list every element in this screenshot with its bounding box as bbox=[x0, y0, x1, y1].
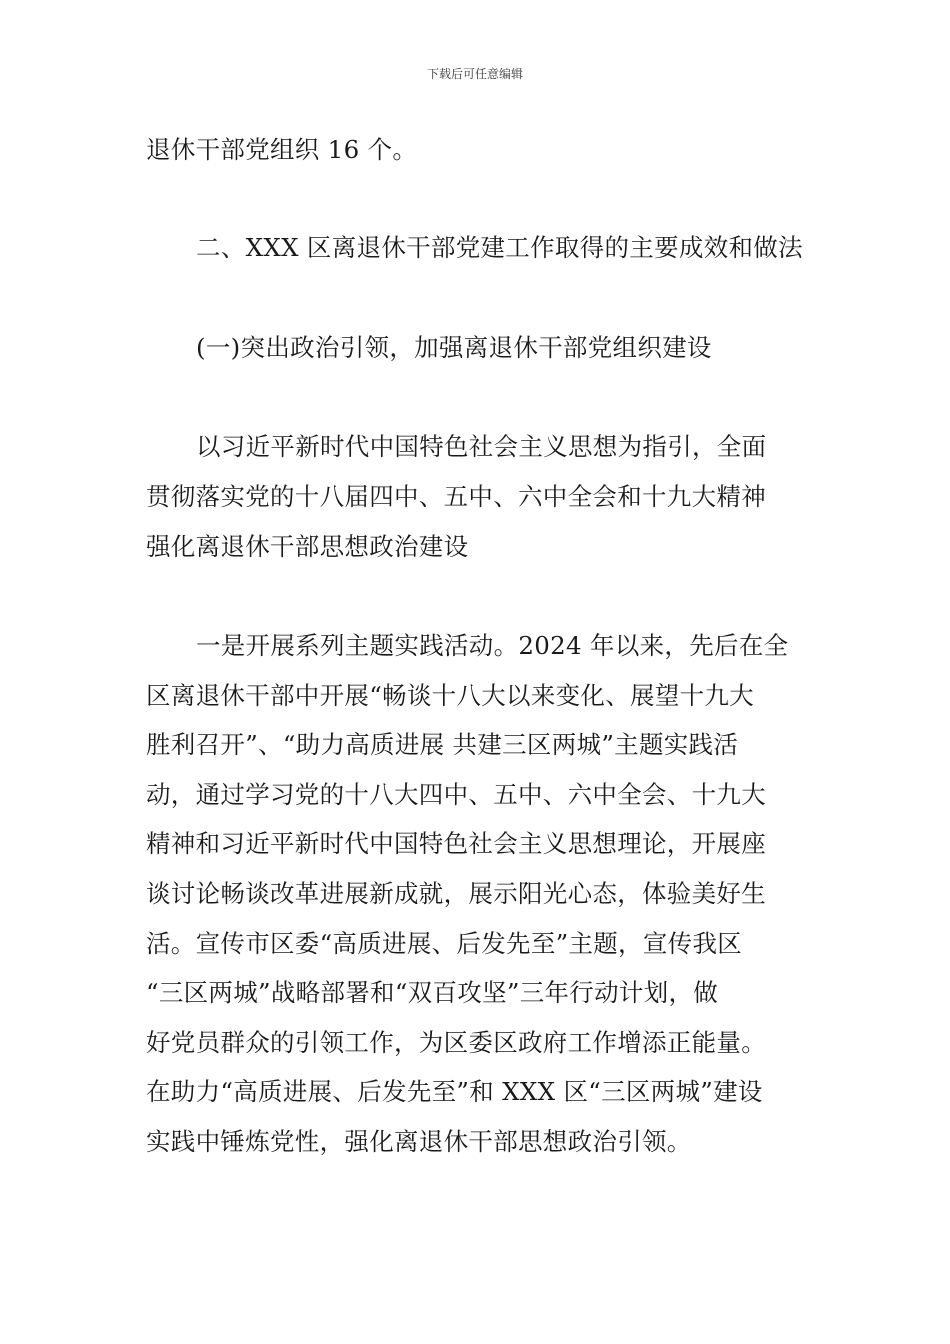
text-line: 退休干部党组织 16 个。 bbox=[146, 135, 418, 164]
text-line: 胜利召开”、“助力高质进展 共建三区两城”主题实践活 bbox=[146, 730, 739, 759]
text-line: 活。宣传市区委“高质进展、后发先至”主题，宣传我区 bbox=[146, 929, 743, 958]
text-line: 动，通过学习党的十八大四中、五中、六中全会、十九大 bbox=[146, 780, 766, 809]
text-line: 谈讨论畅谈改革进展新成就，展示阳光心态，体验美好生 bbox=[146, 879, 766, 908]
text-line: 贯彻落实党的十八届四中、五中、六中全会和十九大精神 bbox=[146, 482, 766, 511]
subsection-heading: (一)突出政治引领，加强离退休干部党组织建设 bbox=[196, 333, 712, 362]
page-header: 下载后可任意编辑 bbox=[426, 67, 523, 81]
text-line: 在助力“高质进展、后发先至”和 XXX 区“三区两城”建设 bbox=[146, 1077, 763, 1106]
text-line: 实践中锤炼党性，强化离退休干部思想政治引领。 bbox=[146, 1127, 692, 1156]
section-heading: 二、XXX 区离退休干部党建工作取得的主要成效和做法 bbox=[196, 233, 803, 262]
text-line: 精神和习近平新时代中国特色社会主义思想理论，开展座 bbox=[146, 829, 766, 858]
text-line: 好党员群众的引领工作，为区委区政府工作增添正能量。 bbox=[146, 1028, 766, 1057]
text-line: 一是开展系列主题实践活动。2024 年以来，先后在全 bbox=[196, 631, 789, 660]
text-line: 区离退休干部中开展“畅谈十八大以来变化、展望十九大 bbox=[146, 681, 755, 710]
text-line: 强化离退休干部思想政治建设 bbox=[146, 532, 469, 561]
text-line: 以习近平新时代中国特色社会主义思想为指引，全面 bbox=[196, 432, 767, 461]
text-line: “三区两城”战略部署和“双百攻坚”三年行动计划，做 bbox=[146, 978, 719, 1007]
